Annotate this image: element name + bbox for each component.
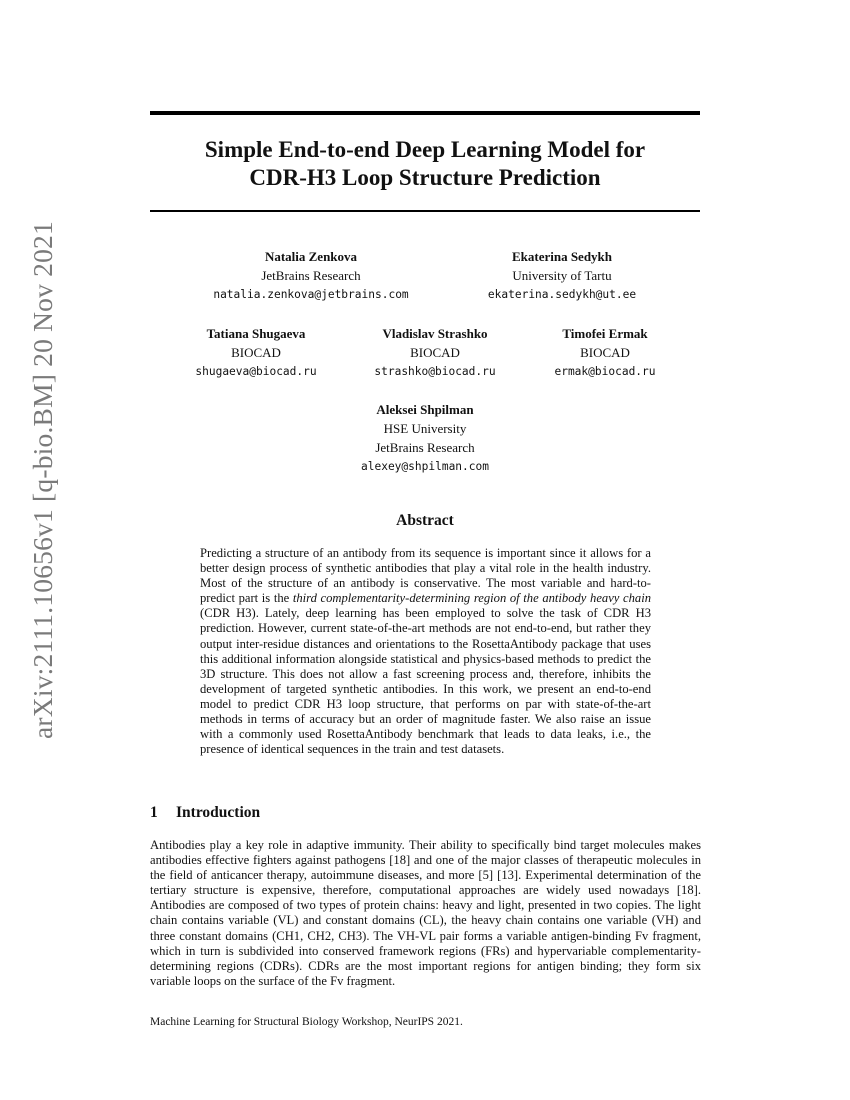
author-block-strashko bbox=[374, 324, 495, 381]
section-number: 1 bbox=[150, 804, 158, 821]
author-email: shugaeva@biocad.ru bbox=[195, 365, 317, 378]
title-line-2: CDR-H3 Loop Structure Prediction bbox=[249, 165, 601, 190]
author-affiliation: HSE University bbox=[383, 421, 467, 436]
author-affiliation: JetBrains Research bbox=[261, 268, 361, 283]
top-rule bbox=[150, 111, 700, 115]
author-block-shpilman bbox=[361, 400, 489, 476]
abstract-text-part-1: Predicting a structure of an antibody from its sequence is important since it allows for a better design process of synthetic antibodies that play a vital role in the health industry. Most of the structure of an antibody is conservative. The most variable and hard-to-predict part is the bbox=[200, 546, 651, 606]
author-name: Ekaterina Sedykh bbox=[511, 249, 613, 264]
author-email: alexey@shpilman.com bbox=[361, 460, 489, 473]
author-name: Natalia Zenkova bbox=[264, 249, 358, 264]
author-email: ekaterina.sedykh@ut.ee bbox=[487, 288, 637, 301]
abstract-heading: Abstract bbox=[396, 512, 454, 529]
author-email: ermak@biocad.ru bbox=[554, 365, 656, 378]
author-name: Vladislav Strashko bbox=[382, 326, 488, 341]
abstract-body bbox=[200, 546, 651, 757]
paper-title bbox=[150, 136, 700, 192]
author-affiliation: University of Tartu bbox=[512, 268, 612, 283]
author-name: Timofei Ermak bbox=[562, 326, 648, 341]
author-email: strashko@biocad.ru bbox=[374, 365, 496, 378]
author-affiliation: BIOCAD bbox=[231, 345, 281, 360]
introduction-paragraph: Antibodies play a key role in adaptive immunity. Their ability to specifically bind target molecules makes antibodies effective fighters against pathogens [18] and one of the major classes of therapeutic molecules in the field of anticancer therapy, autoimmune diseases, and more [5] [13]. Experimental determination of the tertiary structure is expensive, therefore, computational approaches are widely used nowadays [18]. Antibodies are composed of two types of protein chains: heavy and light, presented in two copies. The light chain contains variable (VL) and constant domains (CL), the heavy chain contains one variable (VH) and three constant domains (CH1, CH2, CH3). The VH-VL pair forms a variable antigen-binding Fv fragment, which in turn is subdivided into conserved framework regions (FRs) and hypervariable complementarity-determining regions (CDRs). CDRs are the most important regions for antigen binding; they form six variable loops on the surface of the Fv fragment. bbox=[150, 838, 701, 988]
author-name: Tatiana Shugaeva bbox=[206, 326, 306, 341]
abstract-text-part-2: (CDR H3). Lately, deep learning has been employed to solve the task of CDR H3 prediction. However, current state-of-the-art methods are not end-to-end, but rather they output inter-residue distances and orientations to the RosettaAntibody package that uses this additional information alongside statistical and physics-based methods to predict the 3D structure. This does not allow a fast screening process and, therefore, inhibits the development of targeted synthetic antibodies. In this work, we present an end-to-end model to predict CDR H3 loop structure, that performs on par with state-of-the-art methods in terms of accuracy but an order of magnitude faster. We also raise an issue with a commonly used RosettaAntibody benchmark that leads to data leaks, i.e., the presence of identical sequences in the train and test datasets. bbox=[200, 606, 651, 757]
author-name: Aleksei Shpilman bbox=[376, 402, 474, 417]
abstract-emphasis: third complementarity-determining region of the antibody heavy chain bbox=[292, 591, 651, 606]
author-email: natalia.zenkova@jetbrains.com bbox=[213, 288, 409, 301]
section-heading-introduction bbox=[150, 804, 260, 822]
author-block-ermak bbox=[554, 324, 655, 381]
footnote-venue: Machine Learning for Structural Biology Workshop, NeurIPS 2021. bbox=[150, 1016, 463, 1028]
author-affiliation-secondary: JetBrains Research bbox=[375, 440, 475, 455]
section-title: Introduction bbox=[176, 804, 261, 821]
title-rule bbox=[150, 210, 700, 212]
title-line-1: Simple End-to-end Deep Learning Model for bbox=[204, 137, 646, 162]
author-affiliation: BIOCAD bbox=[410, 345, 460, 360]
author-block-zenkova bbox=[213, 247, 408, 304]
arxiv-identifier-stamp: arXiv:2111.10656v1 [q-bio.BM] 20 Nov 2021 bbox=[27, 221, 58, 739]
author-block-sedykh bbox=[488, 247, 636, 304]
author-block-shugaeva bbox=[195, 324, 316, 381]
author-affiliation: BIOCAD bbox=[580, 345, 630, 360]
